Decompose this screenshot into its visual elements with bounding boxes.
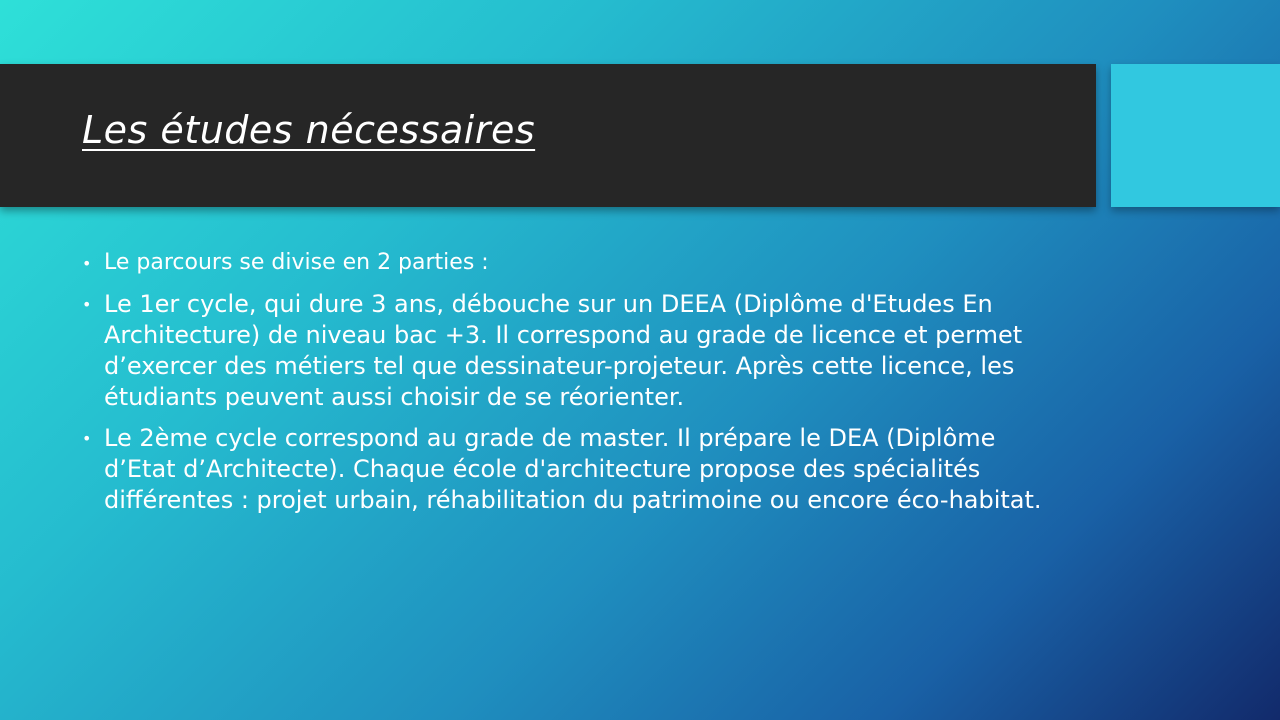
- bullet-text: Le parcours se divise en 2 parties :: [104, 250, 489, 275]
- bullet-dot-icon: •: [82, 295, 92, 314]
- bullet-dot-icon: •: [82, 254, 92, 273]
- bullet-text: Le 1er cycle, qui dure 3 ans, débouche sur un DEEA (Diplôme d'Etudes En Architecture) de niveau bac +3. Il correspond au grade de licence et permet d’exercer des métiers tel que dessinateur-projeteur. Après cette licence, les étudiants peuvent aussi choisir de se réorienter.: [104, 290, 1023, 411]
- bullet-text: Le 2ème cycle correspond au grade de master. Il prépare le DEA (Diplôme d’Etat d’Architecte). Chaque école d'architecture propose des spécialités différentes : projet urbain, réhabilitation du patrimoine ou encore éco-habitat.: [104, 424, 1042, 514]
- bullet-dot-icon: •: [82, 429, 92, 448]
- accent-square: [1111, 64, 1280, 207]
- slide-title: Les études nécessaires: [82, 108, 536, 152]
- bullet-list: [82, 248, 1072, 526]
- bullet-item: [82, 289, 1072, 413]
- bullet-item: [82, 248, 1072, 278]
- bullet-item: [82, 423, 1072, 516]
